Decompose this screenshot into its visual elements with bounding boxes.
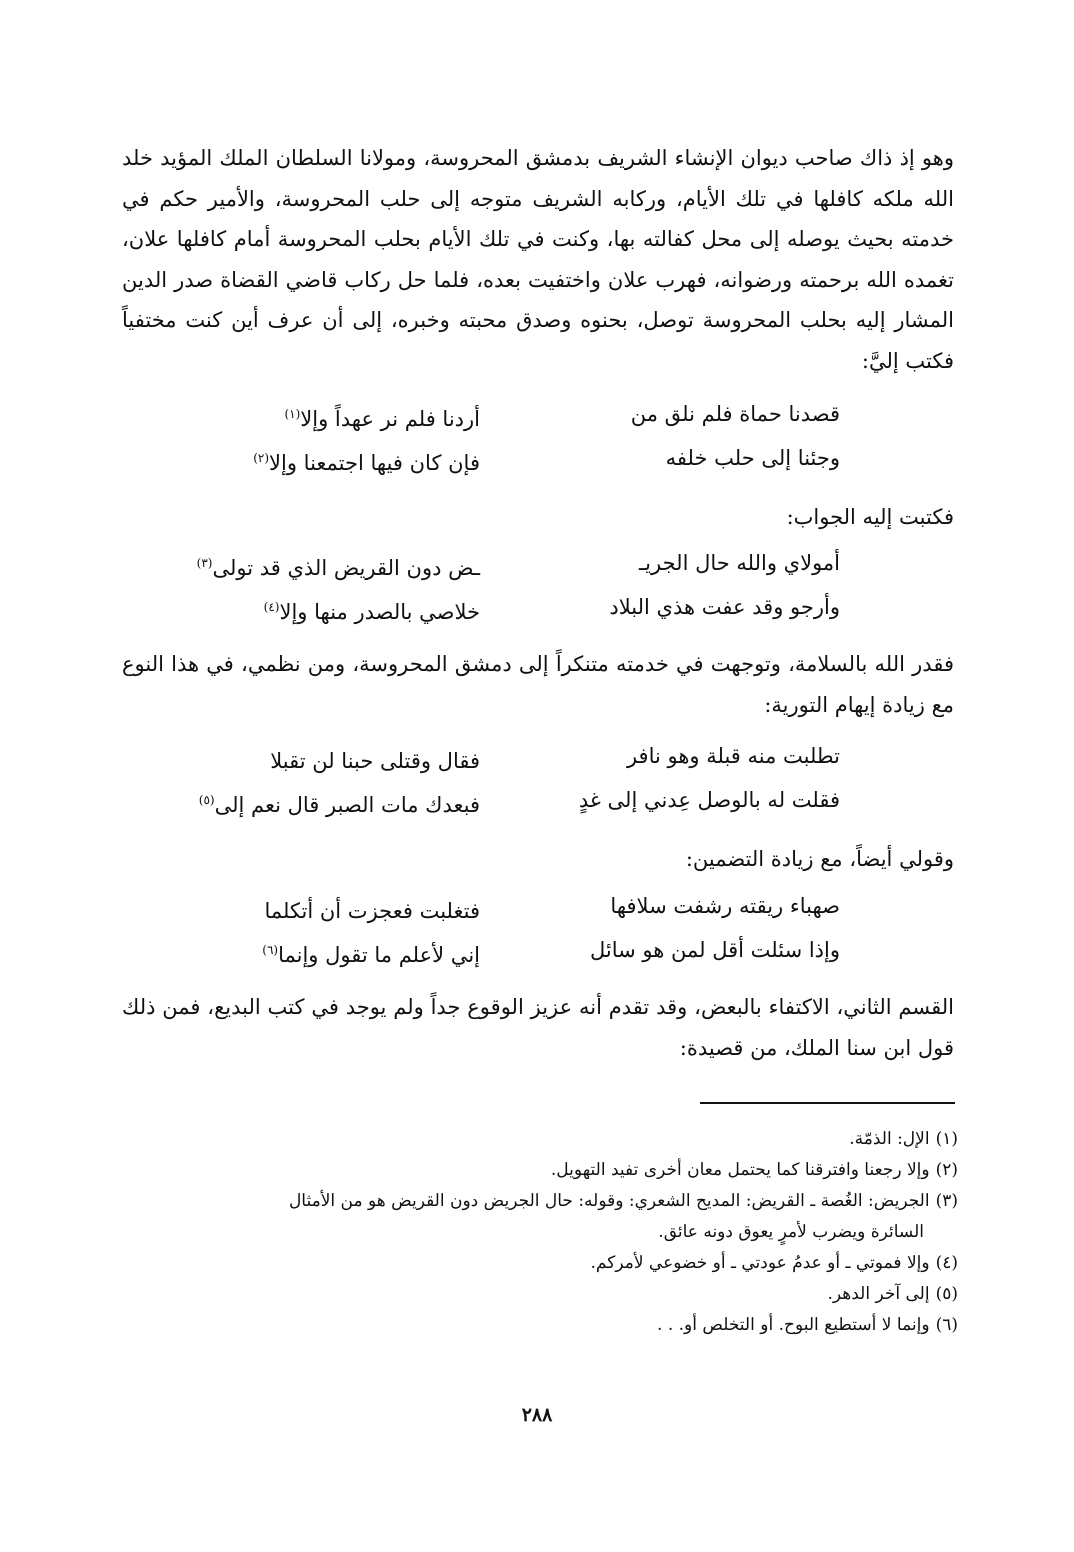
first-hemistich: قصدنا حماة فلم نلق من [630, 402, 840, 426]
poem-4 [180, 884, 840, 972]
verse-line [180, 778, 840, 822]
footnote-marker: (١) [284, 407, 301, 421]
second-hemistich: فقال وقتلى حبنا لن تقبلا [270, 749, 480, 773]
page-number: ٢٨٨ [521, 1404, 553, 1426]
footnotes [122, 1124, 958, 1341]
poem-intro-3: وقولي أيضاً، مع زيادة التضمين: [685, 847, 954, 871]
footnote-marker: (٤) [263, 600, 280, 614]
second-hemistich: فبعدك مات الصبر قال نعم إلى$^{(٥)}$ [198, 793, 480, 817]
verse-line [180, 734, 840, 778]
footnote-item [122, 1186, 958, 1217]
footnote-number: (٤) [935, 1253, 958, 1273]
verse-line [180, 436, 840, 480]
second-hemistich: فإن كان فيها اجتمعنا وإلا$^{(٢)}$ [253, 451, 480, 475]
footnote-number: (١) [935, 1129, 958, 1149]
verse-line [180, 884, 840, 928]
footnote-text: الإل: الذمّة. [849, 1129, 930, 1149]
footnote-item [122, 1310, 958, 1341]
body-paragraph-2: فقدر الله بالسلامة، وتوجهت في خدمته متنكراً إلى دمشق المحروسة، ومن نظمي، في هذا النوع مع زيادة إيهام التورية: [122, 652, 954, 717]
footnote-divider [700, 1102, 955, 1104]
first-hemistich: أمولاي والله حال الجريـ [639, 551, 840, 575]
poem-intro-1: فكتبت إليه الجواب: [786, 505, 954, 529]
second-hemistich: خلاصي بالصدر منها وإلا$^{(٤)}$ [263, 600, 480, 624]
footnote-text: وإنما لا أستطيع البوح. أو التخلص أو. . . [657, 1315, 930, 1335]
footnote-marker: (٢) [253, 451, 270, 465]
body-paragraph-1: وهو إذ ذاك صاحب ديوان الإنشاء الشريف بدمشق المحروسة، ومولانا السلطان الملك المؤيد خلد الله ملكه كافلها في تلك الأيام، وركابه الشريف متوجه إلى حلب المحروسة، والأمير حكم في خدمته بحيث يوصله إلى محل كفالته بها، وكنت في تلك الأيام بحلب المحروسة أمام كافلها علان، تغمده الله برحمته ورضوانه، فهرب علان واختفيت بعده، فلما حل ركاب قاضي القضاة صدر الدين المشار إليه بحلب المحروسة توصل، بحنوه وصدق محبته وخبره، إلى أن عرف أين كنت مختفياً فكتب إليَّ: [122, 146, 954, 373]
verse-line [180, 585, 840, 629]
first-hemistich: وأرجو وقد عفت هذي البلاد [609, 595, 840, 619]
verse-line [180, 392, 840, 436]
footnote-number: (٦) [935, 1315, 958, 1335]
second-hemistich: إني لأعلم ما تقول وإنما$^{(٦)}$ [262, 943, 480, 967]
footnote-text: وإلا فموتي ـ أو عدمُ عودتي ـ أو خضوعي لأمركم. [590, 1253, 930, 1273]
second-hemistich: ـض دون القريض الذي قد تولى$^{(٣)}$ [196, 556, 480, 580]
footnote-item [122, 1155, 958, 1186]
first-hemistich: وإذا سئلت أقل لمن هو سائل [589, 938, 840, 962]
verse-line [180, 541, 840, 585]
poem-1 [180, 392, 840, 480]
footnote-continuation: السائرة ويضرب لأمرٍ يعوق دونه عائق. [658, 1222, 924, 1242]
verse-line [180, 928, 840, 972]
footnote-item [122, 1124, 958, 1155]
footnote-marker: (٣) [196, 556, 213, 570]
footnote-text: إلى آخر الدهر. [827, 1284, 930, 1304]
poem-2 [180, 541, 840, 629]
first-hemistich: فقلت له بالوصل عِدني إلى غدٍ [578, 788, 840, 812]
footnote-marker: (٦) [262, 943, 279, 957]
body-paragraph-4: القسم الثاني، الاكتفاء بالبعض، وقد تقدم أنه عزيز الوقوع جداً ولم يوجد في كتب البديع، فمن ذلك قول ابن سنا الملك، من قصيدة: [122, 995, 954, 1060]
footnote-text: الجريض: الغُصة ـ القريض: المديح الشعري: وقوله: حال الجريض دون القريض هو من الأمثال [288, 1191, 930, 1211]
poem-3 [180, 734, 840, 822]
footnote-number: (٥) [935, 1284, 958, 1304]
footnote-number: (٣) [935, 1191, 958, 1211]
footnote-number: (٢) [935, 1160, 958, 1180]
first-hemistich: وجئنا إلى حلب خلفه [665, 446, 840, 470]
footnote-item [122, 1279, 958, 1310]
footnote-marker: (٥) [198, 793, 215, 807]
second-hemistich: أردنا فلم نر عهداً وإلا$^{(١)}$ [284, 407, 480, 431]
footnote-item [122, 1248, 958, 1279]
second-hemistich: فتغلبت فعجزت أن أتكلما [264, 899, 480, 923]
footnote-text: وإلا رجعنا وافترقنا كما يحتمل معان أخرى تفيد التهويل. [550, 1160, 930, 1180]
first-hemistich: تطلبت منه قبلة وهو نافر [626, 744, 840, 768]
first-hemistich: صهباء ريقته رشفت سلافها [610, 894, 840, 918]
